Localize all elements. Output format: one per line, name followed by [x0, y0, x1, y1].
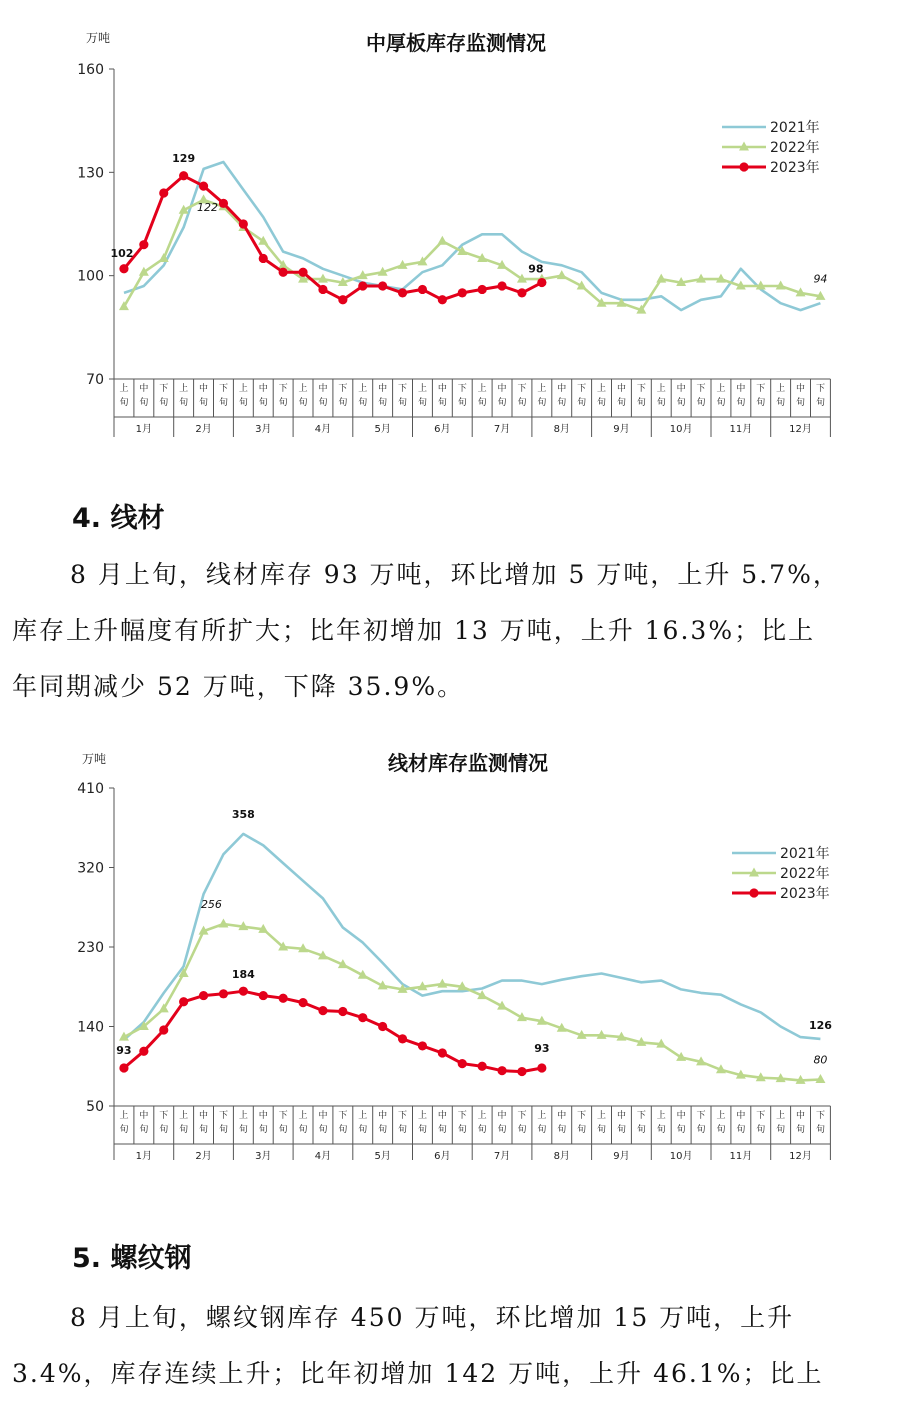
x-month-label: 7月 — [493, 424, 511, 435]
x-tick-label: 中 — [318, 1111, 328, 1121]
x-tick-label: 中 — [437, 1111, 447, 1121]
x-tick-label: 中 — [616, 384, 626, 394]
series-line — [124, 200, 820, 310]
data-point — [478, 1062, 487, 1071]
x-tick-label: 上 — [776, 384, 786, 394]
x-tick-label: 旬 — [796, 1125, 806, 1135]
data-point — [418, 285, 427, 294]
data-point — [259, 254, 268, 263]
y-tick-label: 410 — [77, 781, 104, 797]
x-tick-label: 中 — [199, 384, 209, 394]
x-tick-label: 旬 — [258, 398, 268, 408]
x-tick-label: 旬 — [716, 1125, 726, 1135]
x-tick-label: 旬 — [597, 1125, 607, 1135]
x-tick-label: 上 — [597, 384, 607, 394]
x-tick-label: 旬 — [756, 1125, 766, 1135]
x-tick-label: 旬 — [696, 398, 706, 408]
data-point — [458, 288, 467, 297]
x-tick-label: 下 — [815, 1111, 825, 1121]
data-label: 98 — [528, 262, 544, 276]
legend-label: 2021年 — [780, 846, 830, 862]
plate-inventory-chart-svg — [0, 0, 912, 460]
y-tick-label: 70 — [86, 372, 104, 388]
x-tick-label: 下 — [278, 384, 288, 394]
x-tick-label: 旬 — [199, 398, 209, 408]
x-tick-label: 旬 — [218, 1125, 228, 1135]
x-tick-label: 上 — [656, 384, 666, 394]
x-tick-label: 旬 — [457, 1125, 467, 1135]
data-label: 80 — [813, 1053, 828, 1067]
x-tick-label: 上 — [477, 384, 487, 394]
x-tick-label: 上 — [716, 1111, 726, 1121]
x-tick-label: 旬 — [736, 398, 746, 408]
y-tick-label: 160 — [77, 62, 104, 78]
data-point — [318, 285, 327, 294]
x-tick-label: 旬 — [557, 398, 567, 408]
x-month-label: 4月 — [314, 424, 332, 435]
x-tick-label: 下 — [577, 1111, 587, 1121]
data-label: 93 — [116, 1044, 132, 1058]
x-tick-label: 旬 — [656, 398, 666, 408]
x-month-label: 6月 — [434, 424, 451, 435]
x-tick-label: 旬 — [338, 1125, 348, 1135]
x-tick-label: 下 — [278, 1111, 288, 1121]
x-tick-label: 下 — [815, 384, 825, 394]
x-tick-label: 上 — [298, 1111, 308, 1121]
x-tick-label: 旬 — [358, 398, 368, 408]
data-point — [279, 268, 288, 277]
x-tick-label: 旬 — [179, 398, 189, 408]
data-point — [358, 1013, 367, 1022]
x-month-label: 4月 — [314, 1151, 332, 1160]
x-tick-label: 上 — [417, 384, 427, 394]
data-point — [338, 295, 347, 304]
x-tick-label: 下 — [457, 384, 467, 394]
x-month-label: 3月 — [255, 1151, 272, 1160]
series-line — [124, 834, 820, 1040]
section-paragraph-wire-rod — [12, 547, 904, 715]
y-axis-unit-label: 万吨 — [85, 31, 111, 45]
data-point — [159, 188, 168, 197]
x-tick-label: 旬 — [298, 1125, 308, 1135]
x-tick-label: 旬 — [119, 1125, 129, 1135]
data-point — [398, 288, 407, 297]
x-tick-label: 旬 — [258, 1125, 268, 1135]
data-point — [338, 1007, 347, 1016]
legend-marker — [739, 162, 748, 171]
x-tick-label: 旬 — [597, 398, 607, 408]
x-tick-label: 下 — [398, 1111, 408, 1121]
section-title-rebar: 5. 螺纹钢 — [72, 1243, 192, 1274]
x-tick-label: 旬 — [457, 398, 467, 408]
legend-label: 2022年 — [770, 140, 820, 156]
x-tick-label: 上 — [477, 1111, 487, 1121]
section-title-wire-rod: 4. 线材 — [72, 503, 165, 534]
section-paragraph-rebar — [12, 1290, 904, 1402]
x-tick-label: 下 — [696, 1111, 706, 1121]
data-point — [199, 182, 208, 191]
data-label: 129 — [172, 151, 196, 165]
x-tick-label: 旬 — [159, 398, 169, 408]
x-tick-label: 旬 — [417, 398, 427, 408]
data-label: 256 — [200, 898, 222, 912]
x-tick-label: 中 — [676, 384, 686, 394]
x-tick-label: 旬 — [278, 398, 288, 408]
x-tick-label: 中 — [318, 384, 328, 394]
x-tick-label: 旬 — [557, 1125, 567, 1135]
data-point — [378, 281, 387, 290]
x-month-label: 5月 — [374, 1151, 391, 1160]
x-month-label: 12月 — [789, 1151, 812, 1160]
data-point — [318, 1006, 327, 1015]
x-tick-label: 上 — [716, 384, 726, 394]
x-tick-label: 上 — [119, 1111, 129, 1121]
x-tick-label: 旬 — [358, 1125, 368, 1135]
x-tick-label: 下 — [338, 1111, 348, 1121]
x-tick-label: 旬 — [477, 398, 487, 408]
x-tick-label: 中 — [796, 384, 806, 394]
data-point — [537, 1063, 546, 1072]
x-tick-label: 上 — [597, 1111, 607, 1121]
x-tick-label: 下 — [218, 384, 228, 394]
x-month-label: 9月 — [613, 424, 630, 435]
chart-title: 中厚板库存监测情况 — [366, 31, 546, 55]
x-tick-label: 旬 — [756, 398, 766, 408]
x-month-label: 6月 — [434, 1151, 451, 1160]
x-tick-label: 旬 — [656, 1125, 666, 1135]
y-tick-label: 230 — [77, 940, 104, 956]
legend-label: 2023年 — [770, 160, 820, 176]
data-point — [418, 1041, 427, 1050]
data-point — [279, 994, 288, 1003]
data-label: 93 — [534, 1042, 550, 1056]
x-tick-label: 上 — [179, 384, 189, 394]
data-point — [458, 1059, 467, 1068]
x-tick-label: 旬 — [517, 398, 527, 408]
x-tick-label: 旬 — [139, 398, 149, 408]
x-month-label: 10月 — [669, 1151, 693, 1160]
data-point — [656, 274, 666, 283]
x-tick-label: 旬 — [577, 398, 587, 408]
x-tick-label: 下 — [457, 1111, 467, 1121]
data-point — [239, 219, 248, 228]
wire-rod-inventory-chart-svg — [0, 740, 912, 1160]
x-tick-label: 下 — [398, 384, 408, 394]
data-point — [298, 998, 307, 1007]
x-tick-label: 下 — [577, 384, 587, 394]
data-point — [218, 919, 228, 928]
data-label: 358 — [231, 807, 255, 821]
x-tick-label: 旬 — [437, 398, 447, 408]
data-point — [298, 268, 307, 277]
x-tick-label: 下 — [636, 1111, 646, 1121]
x-tick-label: 旬 — [815, 1125, 825, 1135]
y-tick-label: 130 — [77, 165, 104, 182]
x-tick-label: 下 — [756, 1111, 766, 1121]
x-tick-label: 下 — [159, 384, 169, 394]
y-tick-label: 100 — [77, 268, 104, 285]
x-month-label: 12月 — [789, 424, 812, 435]
x-month-label: 11月 — [729, 424, 753, 435]
data-point — [119, 264, 128, 273]
plate-inventory-chart — [0, 0, 912, 460]
x-tick-label: 上 — [656, 1111, 666, 1121]
data-point — [437, 236, 447, 245]
x-month-label: 5月 — [374, 424, 391, 435]
x-tick-label: 下 — [218, 1111, 228, 1121]
x-tick-label: 上 — [179, 1111, 189, 1121]
data-point — [179, 171, 188, 180]
data-label: 94 — [813, 272, 828, 286]
x-tick-label: 中 — [497, 384, 507, 394]
legend-label: 2023年 — [780, 886, 830, 902]
data-label: 184 — [231, 968, 255, 982]
x-month-label: 1月 — [135, 424, 153, 435]
x-tick-label: 旬 — [378, 1125, 388, 1135]
x-tick-label: 旬 — [179, 1125, 189, 1135]
data-point — [139, 1047, 148, 1056]
data-point — [378, 1022, 387, 1031]
data-label: 122 — [197, 200, 219, 214]
series-line — [124, 162, 820, 310]
x-month-label: 7月 — [493, 1151, 511, 1160]
data-point — [219, 989, 228, 998]
x-tick-label: 中 — [139, 1111, 149, 1121]
data-point — [497, 281, 506, 290]
x-tick-label: 旬 — [796, 398, 806, 408]
data-point — [239, 987, 248, 996]
x-tick-label: 下 — [159, 1111, 169, 1121]
x-tick-label: 旬 — [676, 1125, 686, 1135]
x-tick-label: 旬 — [676, 398, 686, 408]
x-tick-label: 旬 — [497, 398, 507, 408]
x-tick-label: 旬 — [119, 398, 129, 408]
x-tick-label: 中 — [616, 1111, 626, 1121]
data-point — [517, 288, 526, 297]
paragraph-line: 3.4%，库存连续上升；比年初增加 142 万吨，上升 46.1%；比上 — [12, 1359, 824, 1388]
x-tick-label: 下 — [696, 384, 706, 394]
x-tick-label: 旬 — [537, 1125, 547, 1135]
x-tick-label: 上 — [537, 1111, 547, 1121]
legend-label: 2021年 — [770, 120, 820, 136]
x-tick-label: 下 — [517, 384, 527, 394]
x-tick-label: 旬 — [238, 1125, 248, 1135]
x-tick-label: 下 — [517, 1111, 527, 1121]
x-tick-label: 旬 — [278, 1125, 288, 1135]
x-tick-label: 中 — [736, 384, 746, 394]
x-tick-label: 旬 — [159, 1125, 169, 1135]
x-tick-label: 旬 — [577, 1125, 587, 1135]
data-point — [139, 240, 148, 249]
y-tick-label: 320 — [77, 860, 104, 877]
x-tick-label: 旬 — [338, 398, 348, 408]
y-tick-label: 140 — [77, 1019, 104, 1036]
x-tick-label: 旬 — [636, 1125, 646, 1135]
x-tick-label: 旬 — [398, 398, 408, 408]
x-tick-label: 旬 — [716, 398, 726, 408]
x-tick-label: 旬 — [815, 398, 825, 408]
x-tick-label: 旬 — [776, 1125, 786, 1135]
data-point — [478, 285, 487, 294]
x-tick-label: 旬 — [497, 1125, 507, 1135]
x-tick-label: 上 — [417, 1111, 427, 1121]
x-tick-label: 下 — [756, 384, 766, 394]
x-tick-label: 下 — [636, 384, 646, 394]
data-point — [437, 979, 447, 988]
x-tick-label: 中 — [378, 1111, 388, 1121]
x-tick-label: 旬 — [139, 1125, 149, 1135]
x-tick-label: 旬 — [616, 1125, 626, 1135]
x-tick-label: 旬 — [378, 398, 388, 408]
y-tick-label: 50 — [86, 1099, 104, 1115]
paragraph-line: 8 月上旬，线材库存 93 万吨，环比增加 5 万吨，上升 5.7%， — [70, 560, 840, 589]
data-point — [259, 991, 268, 1000]
x-tick-label: 上 — [298, 384, 308, 394]
x-tick-label: 旬 — [218, 398, 228, 408]
legend-label: 2022年 — [780, 866, 830, 882]
x-tick-label: 旬 — [199, 1125, 209, 1135]
x-tick-label: 旬 — [477, 1125, 487, 1135]
x-month-label: 8月 — [553, 1151, 570, 1160]
x-tick-label: 旬 — [318, 398, 328, 408]
x-tick-label: 中 — [557, 384, 567, 394]
x-tick-label: 旬 — [616, 398, 626, 408]
series-line — [124, 924, 820, 1080]
legend-marker — [749, 888, 758, 897]
x-tick-label: 中 — [258, 1111, 268, 1121]
wire-rod-inventory-chart — [0, 740, 912, 1160]
x-tick-label: 中 — [796, 1111, 806, 1121]
x-tick-label: 旬 — [696, 1125, 706, 1135]
x-tick-label: 旬 — [238, 398, 248, 408]
x-month-label: 3月 — [255, 424, 272, 435]
x-tick-label: 中 — [437, 384, 447, 394]
x-tick-label: 中 — [258, 384, 268, 394]
data-point — [438, 1048, 447, 1057]
x-tick-label: 旬 — [318, 1125, 328, 1135]
x-month-label: 11月 — [729, 1151, 753, 1160]
x-tick-label: 中 — [378, 384, 388, 394]
data-point — [179, 997, 188, 1006]
x-tick-label: 旬 — [537, 398, 547, 408]
x-month-label: 9月 — [613, 1151, 630, 1160]
x-tick-label: 旬 — [517, 1125, 527, 1135]
data-point — [537, 278, 546, 287]
x-tick-label: 中 — [676, 1111, 686, 1121]
x-tick-label: 下 — [338, 384, 348, 394]
data-label: 126 — [808, 1018, 832, 1032]
x-tick-label: 旬 — [776, 398, 786, 408]
x-tick-label: 上 — [537, 384, 547, 394]
x-tick-label: 旬 — [417, 1125, 427, 1135]
chart-title: 线材库存监测情况 — [388, 751, 548, 775]
paragraph-line: 年同期减少 52 万吨，下降 35.9%。 — [12, 672, 465, 701]
x-month-label: 2月 — [195, 1151, 212, 1160]
x-month-label: 2月 — [195, 424, 212, 435]
x-tick-label: 旬 — [636, 398, 646, 408]
data-point — [398, 1034, 407, 1043]
x-tick-label: 上 — [358, 1111, 368, 1121]
x-tick-label: 中 — [139, 384, 149, 394]
data-point — [438, 295, 447, 304]
data-point — [517, 1067, 526, 1076]
x-tick-label: 上 — [776, 1111, 786, 1121]
x-tick-label: 中 — [199, 1111, 209, 1121]
paragraph-line: 8 月上旬，螺纹钢库存 450 万吨，环比增加 15 万吨，上升 — [70, 1303, 795, 1332]
data-point — [219, 199, 228, 208]
data-point — [557, 270, 567, 279]
x-month-label: 10月 — [669, 424, 693, 435]
x-tick-label: 上 — [119, 384, 129, 394]
data-point — [497, 1066, 506, 1075]
x-tick-label: 中 — [557, 1111, 567, 1121]
paragraph-line: 库存上升幅度有所扩大；比年初增加 13 万吨，上升 16.3%；比上 — [12, 616, 816, 645]
data-point — [159, 1025, 168, 1034]
data-point — [358, 281, 367, 290]
data-label: 102 — [110, 246, 134, 260]
x-tick-label: 旬 — [437, 1125, 447, 1135]
x-tick-label: 旬 — [736, 1125, 746, 1135]
x-tick-label: 上 — [238, 384, 248, 394]
x-tick-label: 中 — [736, 1111, 746, 1121]
x-tick-label: 中 — [497, 1111, 507, 1121]
x-month-label: 8月 — [553, 424, 570, 435]
data-point — [199, 991, 208, 1000]
x-tick-label: 旬 — [298, 398, 308, 408]
x-tick-label: 旬 — [398, 1125, 408, 1135]
y-axis-unit-label: 万吨 — [81, 752, 107, 766]
data-point — [119, 1063, 128, 1072]
x-tick-label: 上 — [358, 384, 368, 394]
x-tick-label: 上 — [238, 1111, 248, 1121]
x-month-label: 1月 — [135, 1151, 153, 1160]
